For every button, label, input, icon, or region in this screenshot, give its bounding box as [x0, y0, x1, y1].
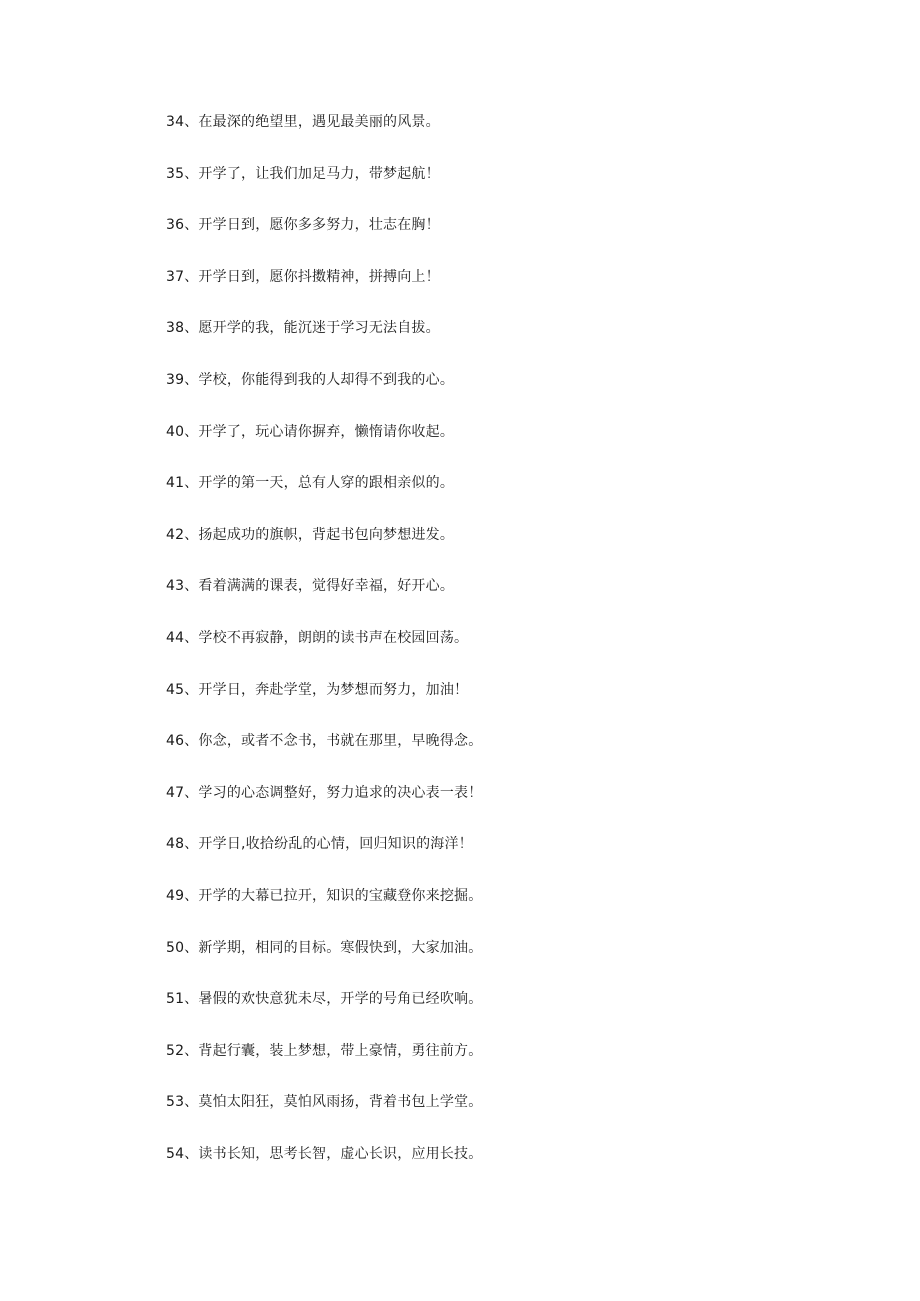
list-item: 40、开学了，玩心请你摒弃，懒惰请你收起。 — [166, 423, 455, 440]
list-item: 51、暑假的欢快意犹未尽，开学的号角已经吹响。 — [166, 991, 483, 1008]
list-item: 34、在最深的绝望里，遇见最美丽的风景。 — [166, 114, 440, 130]
list-item: 47、学习的心态调整好，努力追求的决心表一表！ — [166, 784, 483, 801]
list-item: 45、开学日，奔赴学堂，为梦想而努力，加油！ — [166, 681, 469, 698]
list-item: 43、看着满满的课表，觉得好幸福，好开心。 — [166, 578, 455, 595]
list-item: 49、开学的大幕已拉开，知识的宝藏登你来挖掘。 — [166, 887, 483, 904]
list-item: 46、你念，或者不念书，书就在那里，早晚得念。 — [166, 733, 483, 750]
list-item: 44、学校不再寂静，朗朗的读书声在校园回荡。 — [166, 629, 469, 646]
list-item: 48、开学日,收拾纷乱的心情，回归知识的海洋！ — [166, 836, 473, 853]
list-item: 37、开学日到，愿你抖擞精神，拼搏向上！ — [166, 268, 440, 285]
list-item: 42、扬起成功的旗帜，背起书包向梦想进发。 — [166, 526, 455, 543]
list-item: 53、莫怕太阳狂，莫怕风雨扬，背着书包上学堂。 — [166, 1094, 483, 1111]
list-item: 39、学校，你能得到我的人却得不到我的心。 — [166, 371, 455, 388]
list-item: 35、开学了，让我们加足马力，带梦起航！ — [166, 165, 440, 182]
list-item: 54、读书长知，思考长智，虚心长识，应用长技。 — [166, 1145, 483, 1162]
list-item: 36、开学日到，愿你多多努力，壮志在胸！ — [166, 217, 440, 234]
quote-list — [166, 108, 866, 1191]
list-item: 38、愿开学的我，能沉迷于学习无法自拔。 — [166, 320, 440, 337]
list-item: 41、开学的第一天，总有人穿的跟相亲似的。 — [166, 475, 455, 492]
list-item: 50、新学期，相同的目标。寒假快到，大家加油。 — [166, 939, 483, 956]
list-item: 52、背起行囊，装上梦想，带上豪情，勇往前方。 — [166, 1042, 483, 1059]
